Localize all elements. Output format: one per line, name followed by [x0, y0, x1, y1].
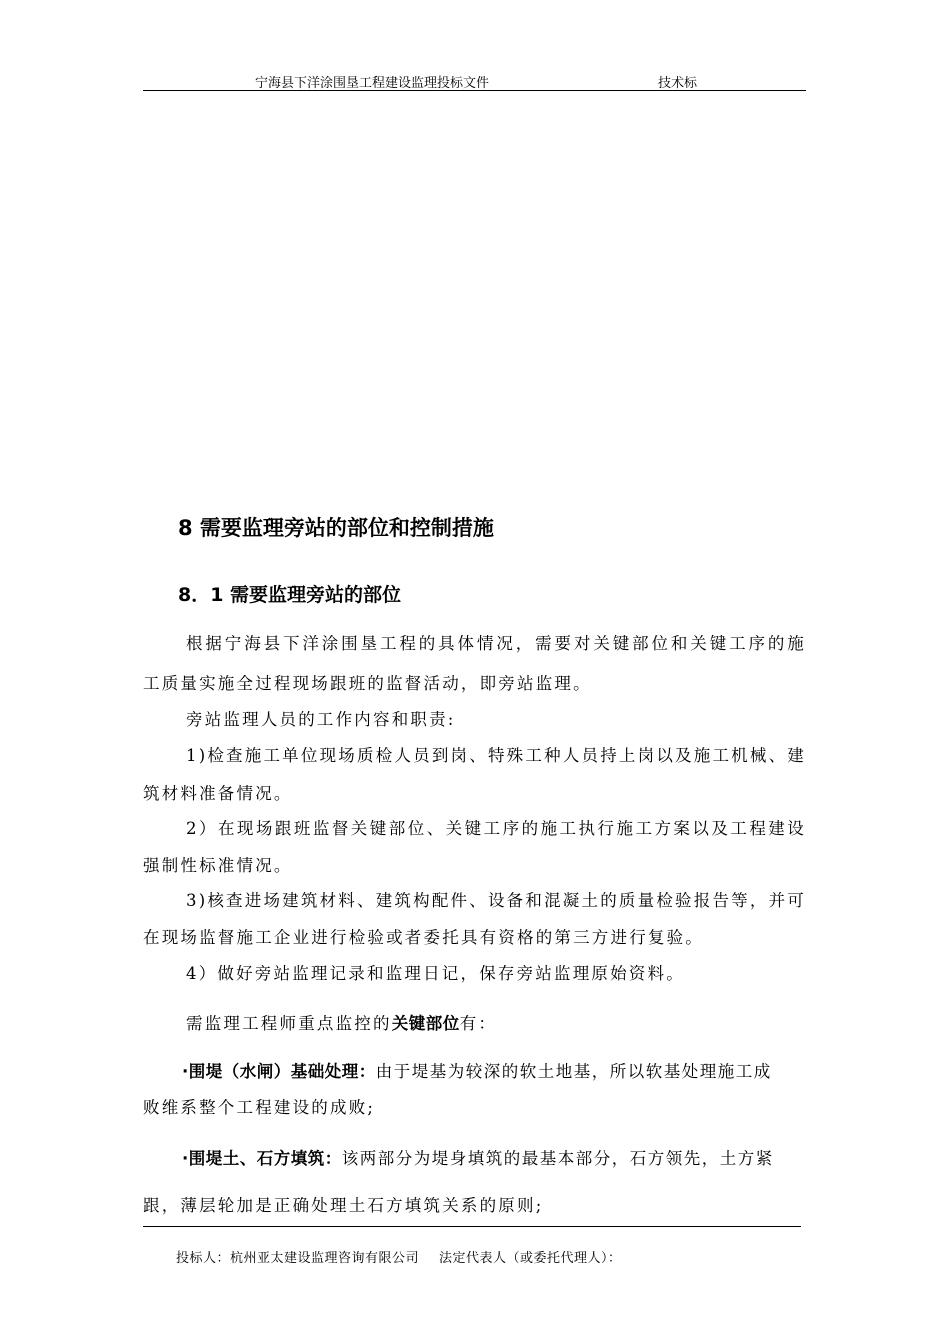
duty-item-3-line-2: 在现场监督施工企业进行检验或者委托具有资格的第三方进行复验。 — [143, 928, 704, 947]
header-section: 技术标 — [658, 76, 698, 91]
key-parts-intro — [186, 1013, 806, 1035]
key-point-1-term: ·围堤（水闸）基础处理： — [182, 1062, 376, 1081]
key-point-1-text: 由于堤基为较深的软土地基，所以软基处理施工成 — [375, 1062, 772, 1081]
subsection-heading: 8．1 需要监理旁站的部位 — [178, 584, 402, 606]
duty-title: 旁站监理人员的工作内容和职责: — [186, 710, 456, 729]
key-parts-intro-prefix: 需监理工程师重点监控的 — [186, 1014, 392, 1033]
key-point-1-line-1 — [182, 1061, 806, 1083]
duty-item-1-line-2: 筑材料准备情况。 — [143, 784, 293, 803]
key-point-1-line-2: 败维系整个工程建设的成败; — [143, 1098, 376, 1117]
page-header — [143, 70, 806, 91]
header-title: 宁海县下洋涂围垦工程建设监理投标文件 — [255, 76, 490, 91]
section-heading: 8 需要监理旁站的部位和控制措施 — [178, 516, 494, 540]
key-parts-intro-emphasis: 关键部位 — [391, 1014, 460, 1033]
key-point-2-line-1 — [182, 1148, 806, 1170]
duty-item-2-line-1: 2）在现场跟班监督关键部位、关键工序的施工执行施工方案以及工程建设 — [186, 819, 806, 838]
key-point-2-term: ·围堤土、石方填筑： — [182, 1149, 342, 1168]
footer-bidder: 投标人：杭州亚太建设监理咨询有限公司 — [176, 1251, 420, 1266]
duty-item-3-line-1: 3)核查进场建筑材料、建筑构配件、设备和混凝土的质量检验报告等，并可 — [186, 891, 806, 910]
footer-rule — [143, 1226, 801, 1227]
footer-representative: 法定代表人（或委托代理人）： — [439, 1251, 622, 1266]
key-parts-intro-suffix: 有： — [459, 1014, 498, 1033]
paragraph-intro-line-2: 工质量实施全过程现场跟班的监督活动，即旁站监理。 — [143, 674, 592, 693]
key-point-2-text: 该两部分为堤身填筑的最基本部分，石方领先，土方紧 — [341, 1149, 774, 1168]
duty-item-2-line-2: 强制性标准情况。 — [143, 856, 293, 875]
paragraph-intro-line-1: 根据宁海县下洋涂围垦工程的具体情况，需要对关键部位和关键工序的施 — [186, 634, 806, 653]
duty-item-4: 4）做好旁站监理记录和监理日记，保存旁站监理原始资料。 — [186, 964, 685, 983]
key-point-2-line-2: 跟，薄层轮加是正确处理土石方填筑关系的原则; — [143, 1196, 544, 1215]
page-footer — [176, 1247, 622, 1266]
duty-item-1-line-1: 1)检查施工单位现场质检人员到岗、特殊工种人员持上岗以及施工机械、建 — [186, 746, 806, 765]
